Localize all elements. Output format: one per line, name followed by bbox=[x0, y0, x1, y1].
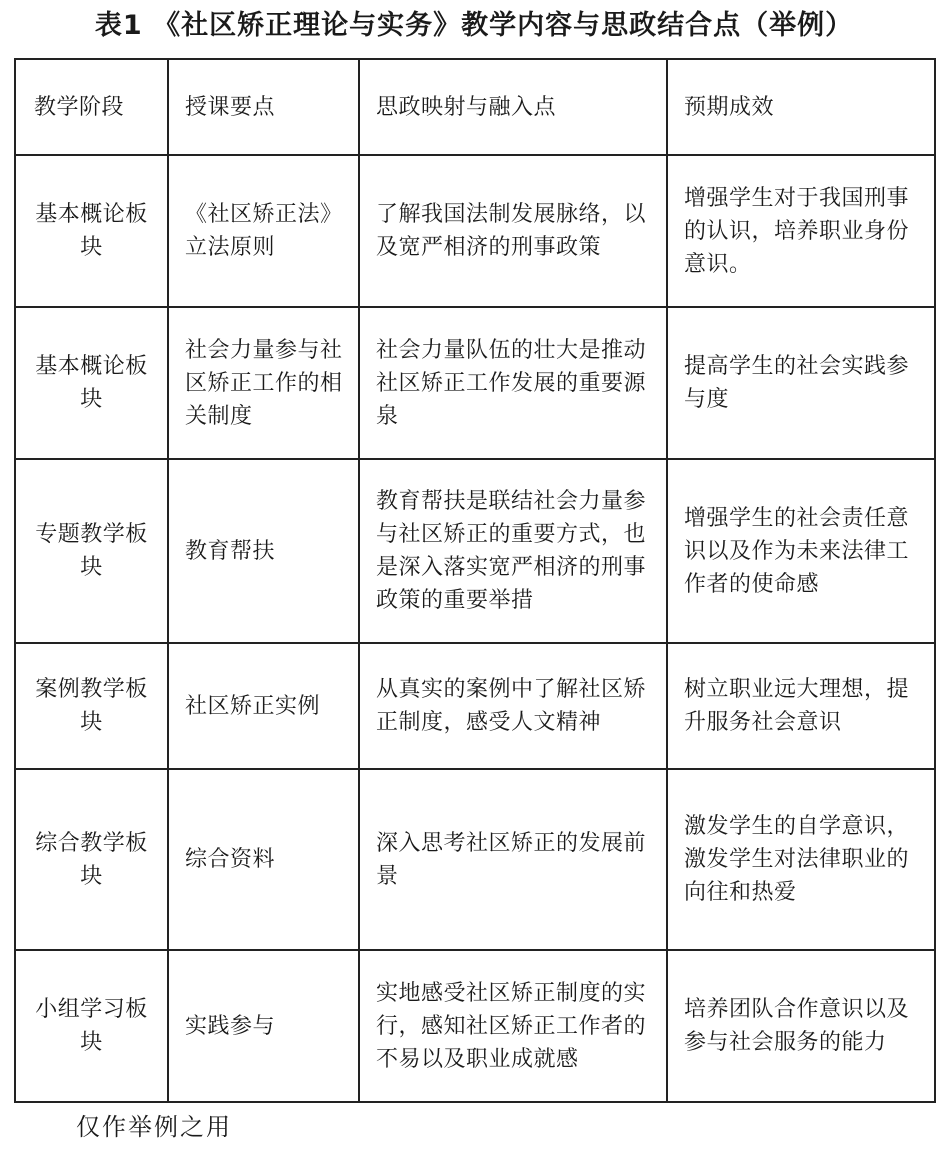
cell-point: 综合资料 bbox=[168, 769, 359, 950]
cell-stage: 小组学习板块 bbox=[15, 950, 168, 1102]
cell-stage: 基本概论板块 bbox=[15, 155, 168, 307]
cell-mapping: 社会力量队伍的壮大是推动社区矫正工作发展的重要源泉 bbox=[359, 307, 667, 459]
cell-stage: 综合教学板块 bbox=[15, 769, 168, 950]
cell-stage: 专题教学板块 bbox=[15, 459, 168, 643]
cell-mapping: 了解我国法制发展脉络，以及宽严相济的刑事政策 bbox=[359, 155, 667, 307]
cell-mapping: 教育帮扶是联结社会力量参与社区矫正的重要方式，也是深入落实宽严相济的刑事政策的重要举措 bbox=[359, 459, 667, 643]
cell-outcome: 增强学生对于我国刑事的认识，培养职业身份意识。 bbox=[667, 155, 935, 307]
table-row bbox=[15, 155, 935, 307]
header-mapping: 思政映射与融入点 bbox=[359, 59, 667, 155]
cell-point: 《社区矫正法》立法原则 bbox=[168, 155, 359, 307]
header-stage: 教学阶段 bbox=[15, 59, 168, 155]
cell-point: 社区矫正实例 bbox=[168, 643, 359, 769]
cell-outcome: 提高学生的社会实践参与度 bbox=[667, 307, 935, 459]
header-point: 授课要点 bbox=[168, 59, 359, 155]
footnote: 仅作举例之用 bbox=[76, 1113, 232, 1141]
content-table bbox=[14, 58, 936, 1103]
cell-outcome: 树立职业远大理想，提升服务社会意识 bbox=[667, 643, 935, 769]
cell-mapping: 实地感受社区矫正制度的实行，感知社区矫正工作者的不易以及职业成就感 bbox=[359, 950, 667, 1102]
cell-point: 社会力量参与社区矫正工作的相关制度 bbox=[168, 307, 359, 459]
table-row bbox=[15, 459, 935, 643]
cell-outcome: 培养团队合作意识以及参与社会服务的能力 bbox=[667, 950, 935, 1102]
header-outcome: 预期成效 bbox=[667, 59, 935, 155]
table-row bbox=[15, 950, 935, 1102]
cell-point: 实践参与 bbox=[168, 950, 359, 1102]
table-title: 表1 《社区矫正理论与实务》教学内容与思政结合点（举例） bbox=[94, 10, 854, 41]
cell-outcome: 激发学生的自学意识，激发学生对法律职业的向往和热爱 bbox=[667, 769, 935, 950]
cell-mapping: 从真实的案例中了解社区矫正制度，感受人文精神 bbox=[359, 643, 667, 769]
table-header-row bbox=[15, 59, 935, 155]
cell-point: 教育帮扶 bbox=[168, 459, 359, 643]
table-row bbox=[15, 307, 935, 459]
table-row bbox=[15, 769, 935, 950]
cell-stage: 基本概论板块 bbox=[15, 307, 168, 459]
cell-stage: 案例教学板块 bbox=[15, 643, 168, 769]
cell-outcome: 增强学生的社会责任意识以及作为未来法律工作者的使命感 bbox=[667, 459, 935, 643]
cell-mapping: 深入思考社区矫正的发展前景 bbox=[359, 769, 667, 950]
table-row bbox=[15, 643, 935, 769]
